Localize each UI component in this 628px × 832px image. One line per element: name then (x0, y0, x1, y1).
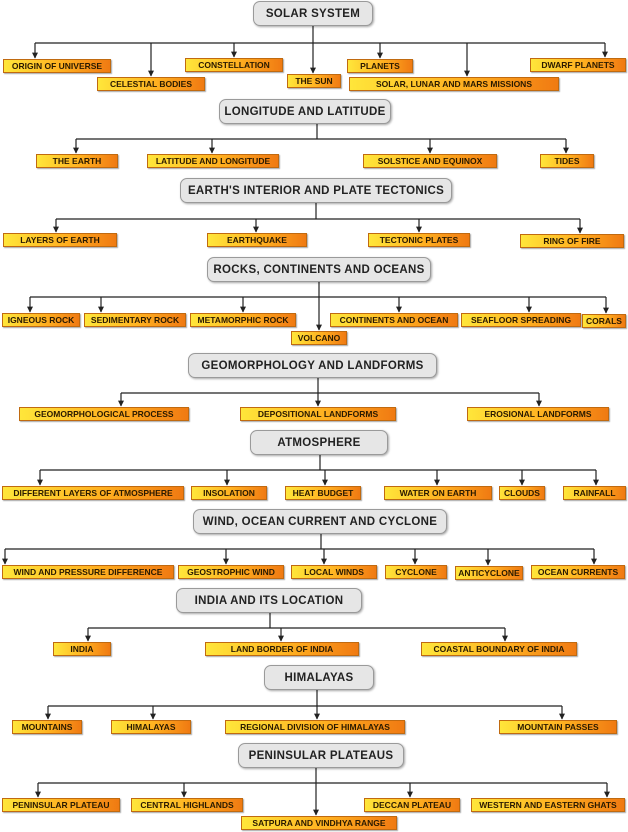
topic-node: DIFFERENT LAYERS OF ATMOSPHERE (2, 486, 184, 500)
topic-node: MOUNTAIN PASSES (499, 720, 617, 734)
topic-node: ORIGIN OF UNIVERSE (3, 59, 111, 73)
topic-node: WIND AND PRESSURE DIFFERENCE (2, 565, 174, 579)
topic-node: RAINFALL (563, 486, 626, 500)
topic-node: GEOMORPHOLOGICAL PROCESS (19, 407, 189, 421)
topic-node: CONTINENTS AND OCEAN (330, 313, 458, 327)
topic-node: SEAFLOOR SPREADING (461, 313, 581, 327)
topic-node: EARTHQUAKE (207, 233, 307, 247)
topic-node: CONSTELLATION (185, 58, 283, 72)
topic-node: VOLCANO (291, 331, 347, 345)
topic-node: CELESTIAL BODIES (97, 77, 205, 91)
topic-node: PLANETS (347, 59, 413, 73)
topic-node: GEOSTROPHIC WIND (178, 565, 284, 579)
topic-node: TIDES (540, 154, 594, 168)
section-header: EARTH'S INTERIOR AND PLATE TECTONICS (180, 178, 452, 203)
topic-node: SOLSTICE AND EQUINOX (363, 154, 497, 168)
topic-node: CENTRAL HIGHLANDS (131, 798, 243, 812)
topic-node: INDIA (53, 642, 111, 656)
topic-node: LAYERS OF EARTH (3, 233, 117, 247)
topic-node: REGIONAL DIVISION OF HIMALAYAS (225, 720, 405, 734)
topic-node: TECTONIC PLATES (368, 233, 470, 247)
topic-node: INSOLATION (191, 486, 267, 500)
topic-node: WATER ON EARTH (384, 486, 492, 500)
topic-node: ANTICYCLONE (455, 566, 523, 580)
topic-node: METAMORPHIC ROCK (190, 313, 296, 327)
topic-node: SOLAR, LUNAR AND MARS MISSIONS (349, 77, 559, 91)
topic-node: PENINSULAR PLATEAU (2, 798, 120, 812)
section-header: INDIA AND ITS LOCATION (176, 588, 362, 613)
topic-node: CLOUDS (499, 486, 545, 500)
section-header: LONGITUDE AND LATITUDE (219, 99, 391, 124)
topic-node: MOUNTAINS (12, 720, 82, 734)
topic-node: CYCLONE (385, 565, 447, 579)
topic-node: SATPURA AND VINDHYA RANGE (241, 816, 397, 830)
topic-node: LOCAL WINDS (291, 565, 377, 579)
section-header: ROCKS, CONTINENTS AND OCEANS (207, 257, 431, 282)
section-header: GEOMORPHOLOGY AND LANDFORMS (188, 353, 437, 378)
topic-node: RING OF FIRE (520, 234, 624, 248)
topic-node: CORALS (582, 314, 626, 328)
topic-node: LAND BORDER OF INDIA (205, 642, 359, 656)
topic-node: DECCAN PLATEAU (364, 798, 460, 812)
topic-node: EROSIONAL LANDFORMS (467, 407, 609, 421)
topic-node: IGNEOUS ROCK (2, 313, 80, 327)
section-header: HIMALAYAS (264, 665, 374, 690)
topic-node: DWARF PLANETS (530, 58, 626, 72)
topic-node: COASTAL BOUNDARY OF INDIA (421, 642, 577, 656)
topic-node: HIMALAYAS (111, 720, 191, 734)
section-header: PENINSULAR PLATEAUS (238, 743, 404, 768)
topic-node: OCEAN CURRENTS (531, 565, 625, 579)
section-header: SOLAR SYSTEM (253, 1, 373, 26)
topic-node: DEPOSITIONAL LANDFORMS (240, 407, 396, 421)
section-header: WIND, OCEAN CURRENT AND CYCLONE (193, 509, 447, 534)
section-header: ATMOSPHERE (250, 430, 388, 455)
topic-node: LATITUDE AND LONGITUDE (147, 154, 279, 168)
topic-node: SEDIMENTARY ROCK (84, 313, 186, 327)
topic-node: THE SUN (287, 74, 341, 88)
topic-node: WESTERN AND EASTERN GHATS (471, 798, 625, 812)
topic-node: HEAT BUDGET (285, 486, 361, 500)
topic-node: THE EARTH (36, 154, 118, 168)
